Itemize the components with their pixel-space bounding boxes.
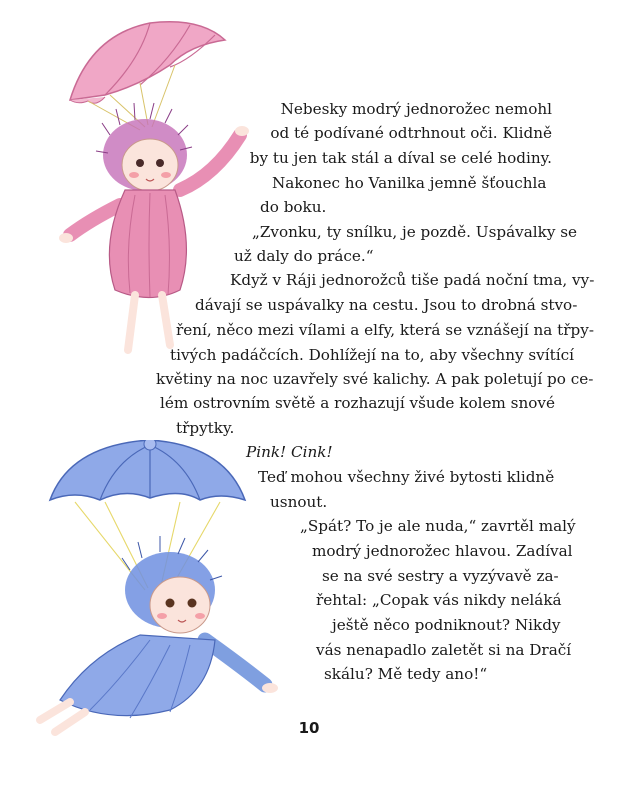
text-line: usnout.	[270, 493, 328, 511]
text-line: Nakonec ho Vanilka jemně šťouchla	[272, 174, 547, 192]
text-line: modrý jednorožec hlavou. Zadíval	[312, 542, 573, 560]
text-line-italic: Pink! Cink!	[246, 443, 333, 461]
text-line: vás nenapadlo zaletět si na Dračí	[316, 641, 572, 659]
text-line: Když v Ráji jednorožců tiše padá noční tma, vy-	[230, 271, 595, 289]
text-line: ještě něco podniknout? Nikdy	[332, 616, 561, 634]
text-line: se na své sestry a vyzývavě za-	[322, 567, 559, 585]
text-line: tivých padáčcích. Dohlížejí na to, aby všechny svítící	[170, 346, 574, 364]
text-line: třpytky.	[176, 419, 235, 437]
page-number: 10	[298, 719, 320, 737]
text-line: do boku.	[260, 198, 327, 216]
text-line: by tu jen tak stál a díval se celé hodiny.	[249, 149, 552, 167]
text-line: řehtal: „Copak vás nikdy neláká	[316, 591, 562, 609]
text-line: Teď mohou všechny živé bytosti klidně	[258, 468, 555, 486]
text-line: květiny na noc uzavřely své kalichy. A pak poletují po ce-	[156, 370, 594, 388]
text-line: lém ostrovním světě a rozhazují všude kolem snové	[160, 394, 555, 412]
text-line: ření, něco mezi vílami a elfy, která se vznášejí na třpy-	[176, 321, 594, 339]
text-line: „Zvonku, ty snílku, je pozdě. Uspávalky se	[252, 223, 578, 241]
pink-fairy-illustration	[30, 5, 300, 370]
text-line: Nebesky modrý jednorožec nemohl	[280, 100, 552, 118]
text-line: od té podívané odtrhnout oči. Klidně	[270, 124, 552, 142]
text-line: už daly do práce.“	[234, 247, 374, 265]
text-line: „Spát? To je ale nuda,“ zavrtěl malý	[300, 517, 576, 535]
text-line: skálu? Mě tedy ano!“	[324, 665, 488, 683]
text-line: dávají se uspávalky na cestu. Jsou to drobná stvo-	[195, 296, 578, 314]
